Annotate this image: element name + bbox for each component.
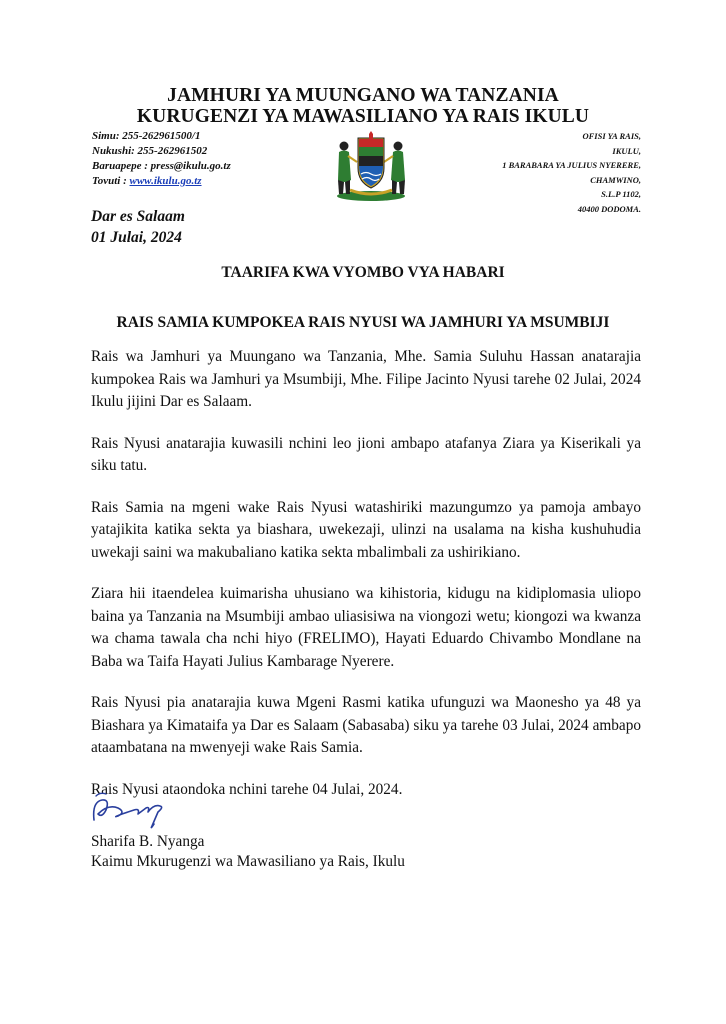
contact-details [92,129,231,189]
date: 01 Julai, 2024 [91,229,182,246]
address-line-1: OFISI YA RAIS, [582,131,641,141]
place: Dar es Salaam [91,208,185,225]
address-line-3: 1 BARABARA YA JULIUS NYERERE, [502,160,641,170]
handwritten-signature [88,790,173,832]
paragraph: Ziara hii itaendelea kuimarisha uhusiano wa kihistoria, kidugu na kidiplomasia uliopo baina ya Tanzania na Msumbiji ambao uliasisiwa na viongozi wetu; kiongozi wa kwanza wa chama tawala cha nchi hiyo (FRELIMO), Hayati Eduardo Chivambo Mondlane na Baba wa Taifa Hayati Julius Kambarage Nyerere. [91,585,641,670]
release-body [91,346,641,820]
left-figure [338,142,357,195]
signatory-name: Sharifa B. Nyanga [91,833,205,850]
right-figure [384,142,405,195]
address-line-2: IKULU, [612,145,641,156]
signatory-title: Kaimu Mkurugenzi wa Mawasiliano ya Rais, Ikulu [91,853,405,870]
paragraph: Rais Nyusi ataondoka nchini tarehe 04 Julai, 2024. [91,780,403,798]
dateline [91,206,185,248]
coat-of-arms-emblem [330,130,412,202]
release-type-heading: TAARIFA KWA VYOMBO VYA HABARI [221,264,505,281]
paragraph: Rais wa Jamhuri ya Muungano wa Tanzania, Mhe. Samia Suluhu Hassan anatarajia kumpokea Rais wa Jamhuri ya Msumbiji, Mhe. Filipe Jacinto Nyusi tarehe 02 Julai, 2024 Ikulu jijini Dar es Salaam. [91,348,641,410]
paragraph: Rais Nyusi anatarajia kuwasili nchini leo jioni ambapo atafanya Ziara ya Kiserikali ya siku tatu. [91,434,641,474]
address-line-5: S.L.P 1102, [601,189,641,199]
address-line-4: CHAMWINO, [590,174,641,185]
address-line-6: 40400 DODOMA. [577,203,641,214]
website-row [92,174,231,189]
office-address [502,129,641,216]
paragraph: Rais Nyusi pia anatarajia kuwa Mgeni Rasmi katika ufunguzi wa Maonesho ya 48 ya Biashara ya Kimataifa ya Dar es Salaam (Sabasaba) siku ya tarehe 03 Julai, 2024 ambapo ataambatana na mwenyeji wake Rais Samia. [91,694,641,756]
header-country: JAMHURI YA MUUNGANO WA TANZANIA [167,85,559,106]
website-link[interactable]: www.ikulu.go.tz [129,175,202,187]
paragraph: Rais Samia na mgeni wake Rais Nyusi watashiriki mazungumzo ya pamoja ambayo yatajikita katika sekta ya biashara, uwekezaji, ulinzi na usalama na kisha kushuhudia uwekaji saini wa makubaliano katika sekta mbalimbali za ushirikiano. [91,498,641,561]
fax-number: Nukushi: 255-262961502 [92,145,208,157]
release-title: RAIS SAMIA KUMPOKEA RAIS NYUSI WA JAMHURI YA MSUMBIJI [116,314,610,331]
website-label: Tovuti : [92,175,130,187]
shield [358,131,384,188]
phone-number: Simu: 255-262961500/1 [92,130,201,142]
email-address: Baruapepe : press@ikulu.go.tz [92,160,231,172]
header-directorate: KURUGENZI YA MAWASILIANO YA RAIS IKULU [136,106,590,127]
signatory-block [91,832,405,872]
